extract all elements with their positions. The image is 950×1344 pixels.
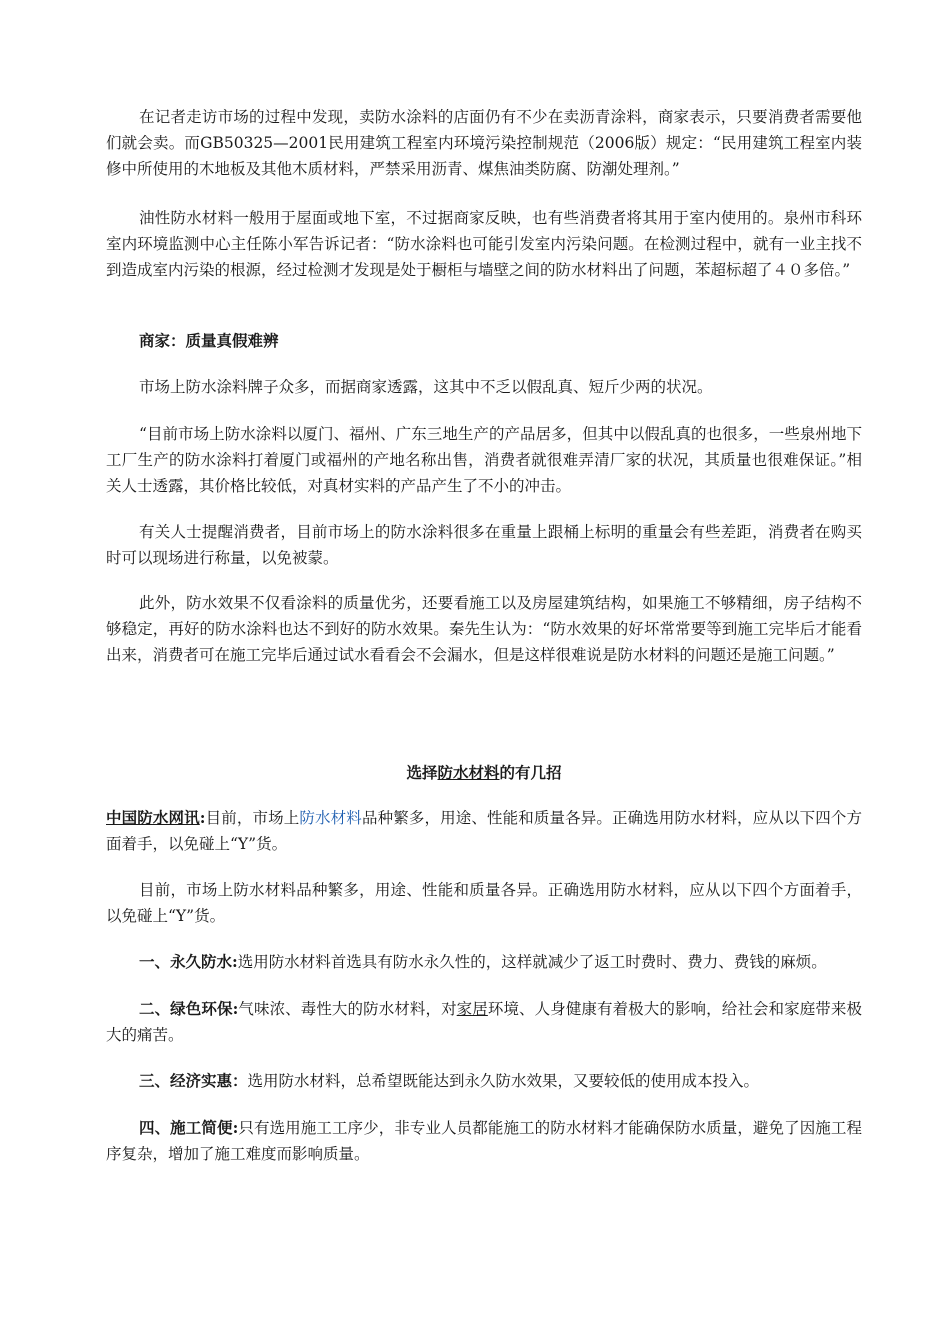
paragraph-many-brands: 市场上防水涂料牌子众多，而据商家透露，这其中不乏以假乱真、短斤少两的状况。 — [139, 378, 713, 396]
title-prefix: 选择 — [406, 763, 438, 782]
item-text-prefix: 气味浓、毒性大的防水材料，对 — [238, 1000, 457, 1018]
item-text: 只有选用施工工序少，非专业人员都能施工的防水材料才能确保防水质量，避免了因施工程序复杂，增加了施工难度而影响质量。 — [106, 1119, 862, 1163]
paragraph-weight-warning: 有关人士提醒消费者，目前市场上的防水涂料很多在重量上跟桶上标明的重量会有些差距，消费者在购买时可以现场进行称量，以免被蒙。 — [106, 523, 862, 567]
paragraph-market-origin: “目前市场上防水涂料以厦门、福州、广东三地生产的产品居多，但其中以假乱真的也很多，一些泉州地下工厂生产的防水涂料打着厦门或福州的产地名称出售，消费者就很难弄清厂家的状况，其质量也很难保证。”相关人士透露，其价格比较低，对真材实料的产品产生了不小的冲击。 — [106, 425, 862, 495]
paragraph-intro — [106, 805, 862, 857]
item-colon: : — [232, 952, 238, 971]
list-item-permanent — [106, 949, 862, 975]
article-title — [106, 760, 862, 786]
item-text: 选用防水材料，总希望既能达到永久防水效果，又要较低的使用成本投入。 — [247, 1072, 760, 1090]
list-item-economic — [106, 1068, 862, 1094]
intro-suffix: 品种繁多，用途、性能和质量各异。正确选用防水材料，应从以下四个方面着手，以免碰上“Y”货。 — [106, 809, 862, 853]
paragraph-construction-effect: 此外，防水效果不仅看涂料的质量优劣，还要看施工以及房屋建筑结构，如果施工不够精细，房子结构不够稳定，再好的防水涂料也达不到好的防水效果。秦先生认为：“防水效果的好坏常常要等到施工完毕后才能看出来，消费者可在施工完毕后通过试水看看会不会漏水，但是这样很难说是防水材料的问题还是施工问题。” — [106, 594, 862, 664]
paragraph-oil-based-material: 油性防水材料一般用于屋面或地下室，不过据商家反映，也有些消费者将其用于室内使用的。泉州市科环室内环境监测中心主任陈小军告诉记者：“防水涂料也可能引发室内污染问题。在检测过程中，就有一业主找不到造成室内污染的根源，经过检测才发现是处于橱柜与墙壁之间的防水材料出了问题，苯超标超了４０多倍。” — [106, 209, 862, 279]
intro-prefix: 目前，市场上 — [205, 809, 300, 827]
intro-link-waterproof-material[interactable]: 防水材料 — [299, 809, 362, 827]
source-link[interactable]: 中国防水网讯 — [106, 808, 200, 827]
item-colon: : — [232, 999, 239, 1018]
item-text: 选用防水材料首选具有防水永久性的，这样就减少了返工时费时、费力、费钱的麻烦。 — [237, 953, 827, 971]
item-label: 三、经济实惠 — [139, 1071, 233, 1090]
item-label: 二、绿色环保 — [139, 999, 233, 1018]
item-label: 一、永久防水 — [139, 952, 233, 971]
title-link-waterproof-material[interactable]: 防水材料 — [437, 763, 500, 782]
source-colon: : — [199, 808, 206, 827]
link-home[interactable]: 家居 — [456, 1000, 488, 1018]
title-suffix: 的有几招 — [499, 763, 562, 782]
paragraph-asphalt-coating: 在记者走访市场的过程中发现，卖防水涂料的店面仍有不少在卖沥青涂料，商家表示，只要消费者需要他们就会卖。而GB50325—2001民用建筑工程室内环境污染控制规范（2006版）规定：“民用建筑工程室内装修中所使用的木地板及其他木质材料，严禁采用沥青、煤焦油类防腐、防潮处理剂。” — [106, 108, 862, 178]
item-colon: : — [232, 1118, 239, 1137]
item-colon: ： — [232, 1071, 248, 1090]
section-heading-quality: 商家：质量真假难辨 — [139, 331, 279, 350]
item-text-suffix: 环境、人身健康有着极大的影响，给社会和家庭带来极大的痛苦。 — [106, 1000, 862, 1044]
list-item-green — [106, 996, 862, 1048]
list-item-easy-construction — [106, 1115, 862, 1167]
item-label: 四、施工简便 — [139, 1118, 233, 1137]
paragraph-repeat-intro: 目前，市场上防水材料品种繁多，用途、性能和质量各异。正确选用防水材料，应从以下四个方面着手，以免碰上“Y”货。 — [106, 881, 862, 925]
